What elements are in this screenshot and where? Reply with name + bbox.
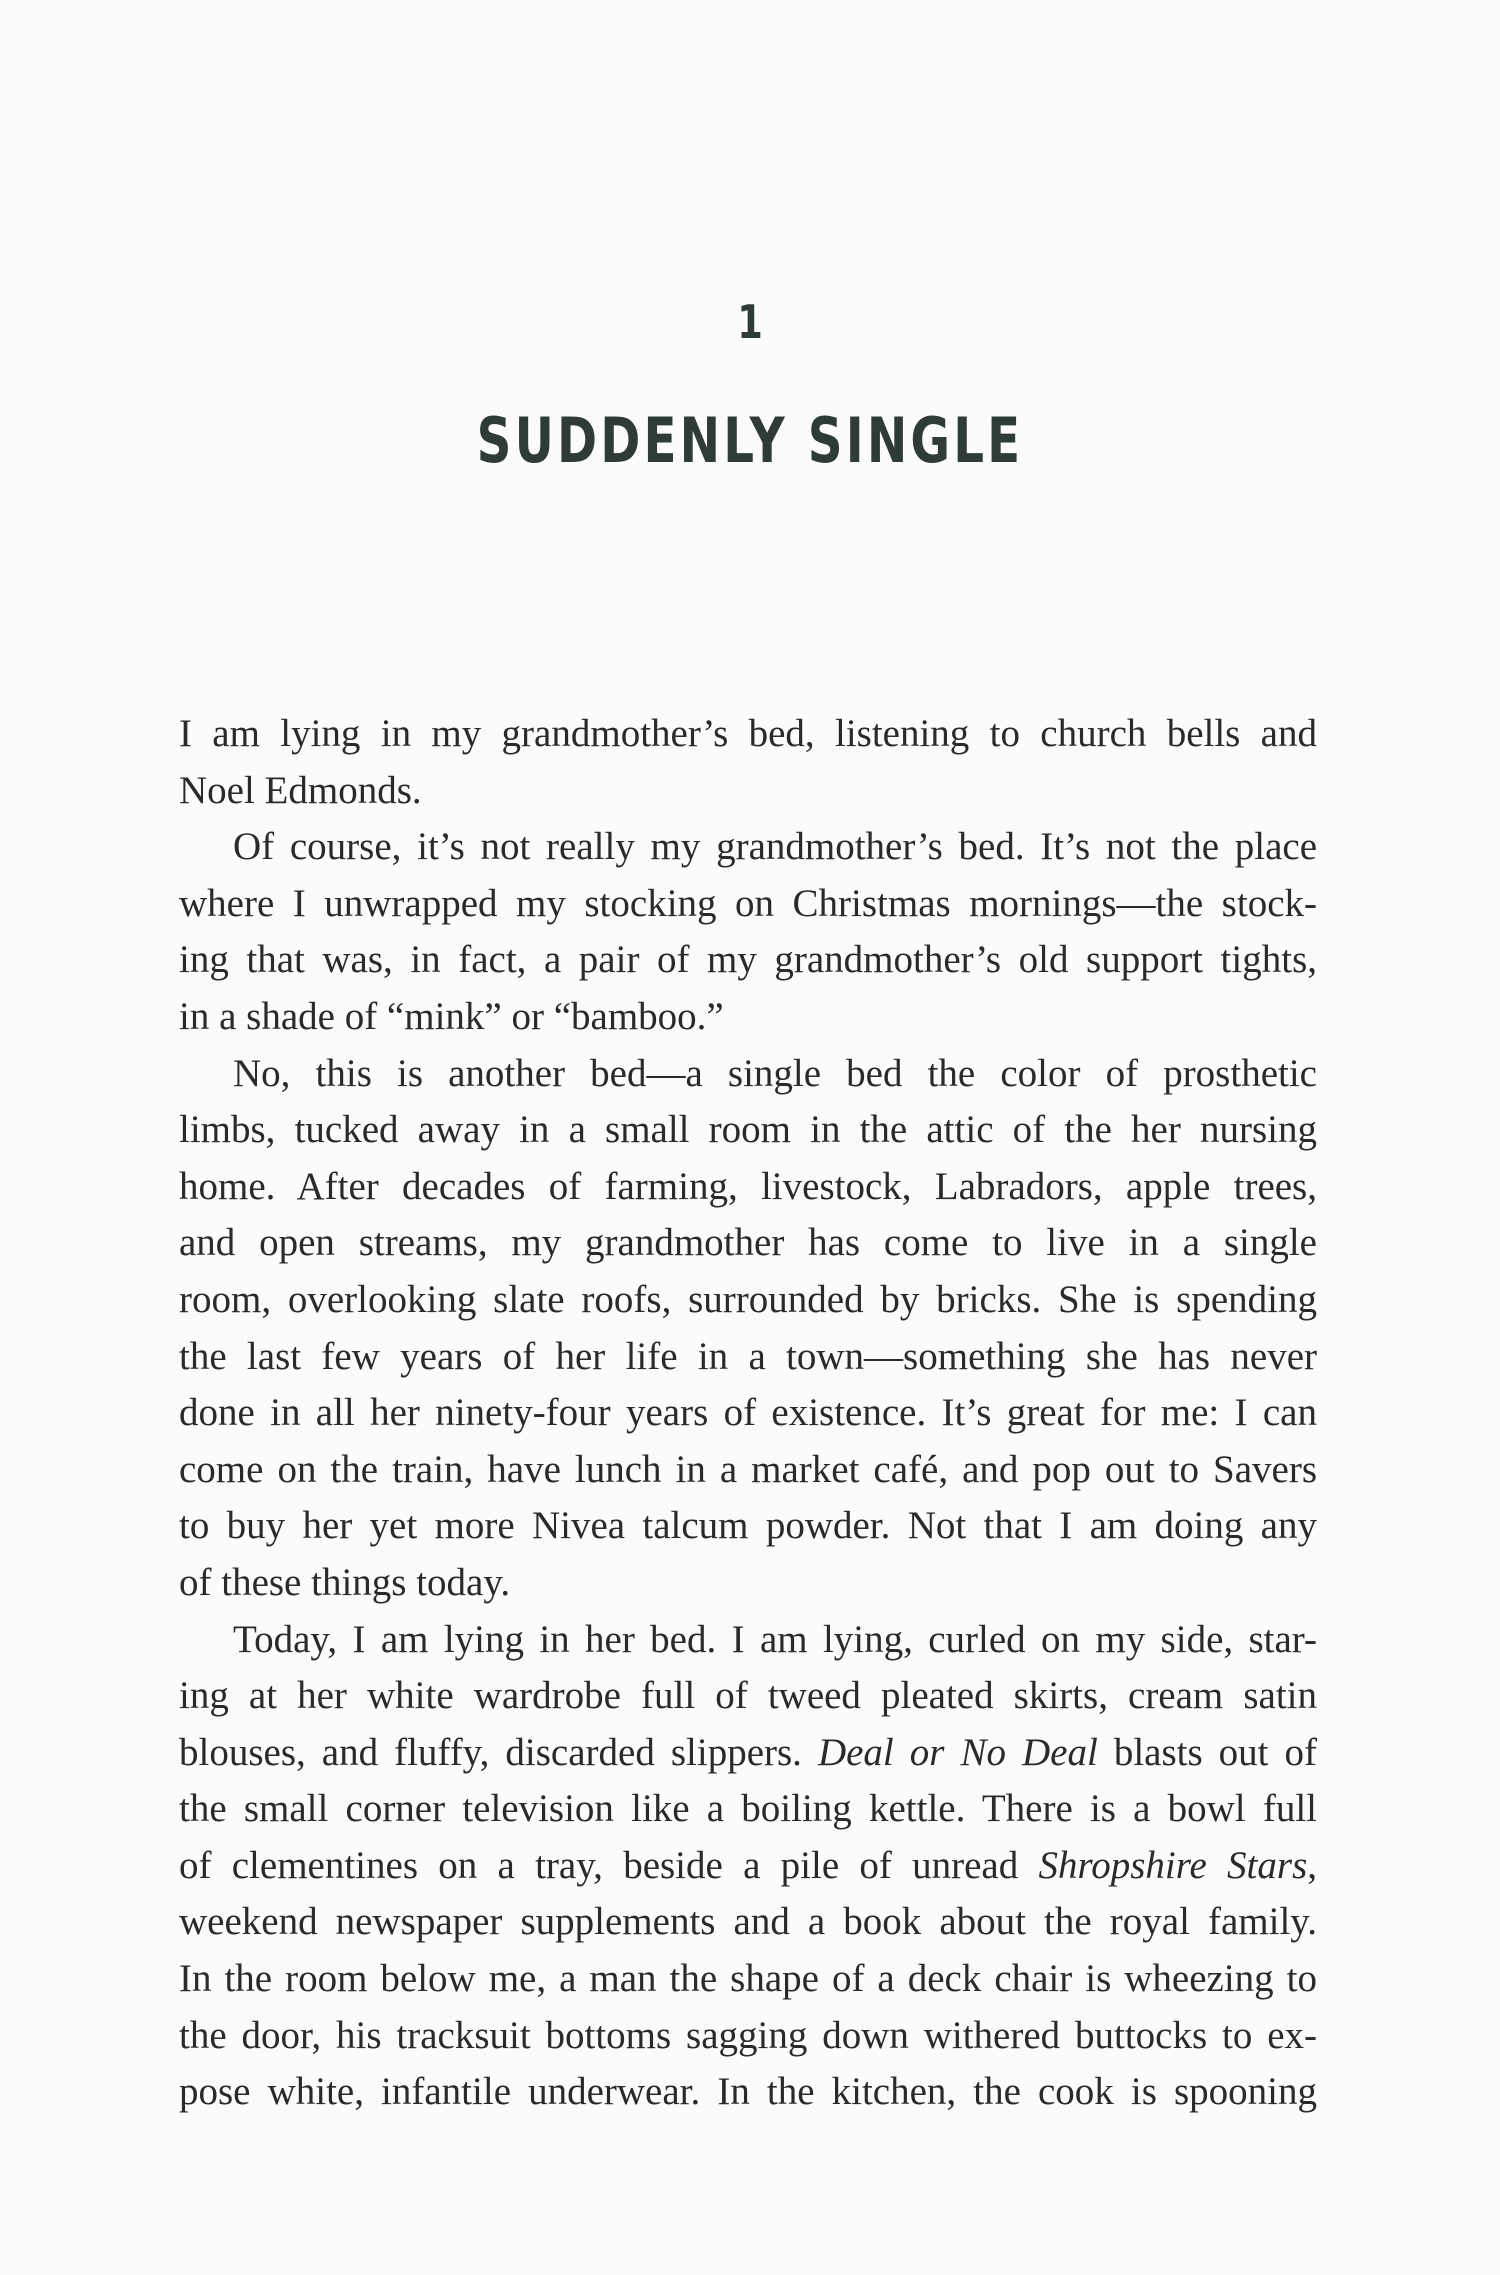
text-line: and open streams, my grandmother has come to live in a single	[179, 1221, 1317, 1265]
text-line: I am lying in my grandmother’s bed, listening to church bells and	[179, 712, 1317, 755]
text-line: pose white, infantile underwear. In the kitchen, the cook is spooning	[179, 2070, 1317, 2114]
text-line: limbs, tucked away in a small room in the attic of the her nursing	[179, 1108, 1317, 1152]
text-line: the last few years of her life in a town—something she has never	[179, 1334, 1317, 1378]
text-line: Of course, it’s not really my grandmother’s bed. It’s not the place	[233, 825, 1317, 869]
text-line: come on the train, have lunch in a market café, and pop out to Savers	[179, 1447, 1317, 1491]
text-line: home. After decades of farming, livestock, Labradors, apple trees,	[179, 1164, 1317, 1208]
text-line: Today, I am lying in her bed. I am lying, curled on my side, star-	[233, 1617, 1317, 1661]
chapter-title: SUDDENLY SINGLE	[476, 404, 1024, 477]
text-line: where I unwrapped my stocking on Christmas mornings—the stock-	[179, 881, 1317, 925]
text-line: ing that was, in fact, a pair of my grandmother’s old support tights,	[179, 938, 1317, 982]
text-segment: ,	[1307, 1843, 1317, 1887]
text-line-with-title	[179, 1725, 1317, 1782]
text-segment: blouses, and fluffy, discarded slippers.	[179, 1730, 802, 1774]
text-line: In the room below me, a man the shape of a deck chair is wheezing to	[179, 1957, 1317, 2001]
text-line: done in all her ninety-four years of existence. It’s great for me: I can	[179, 1391, 1317, 1435]
tv-show-title: Deal or No Deal	[817, 1730, 1098, 1774]
text-line: room, overlooking slate roofs, surrounded by bricks. She is spending	[179, 1277, 1317, 1321]
chapter-number: 1	[737, 295, 763, 349]
text-segment: blasts out of	[1097, 1730, 1318, 1774]
chapter-body	[179, 706, 1317, 2121]
text-line: Noel Edmonds.	[179, 768, 422, 812]
text-line: ing at her white wardrobe full of tweed pleated skirts, cream satin	[179, 1674, 1317, 1718]
text-segment: of clementines on a tray, beside a pile of unread	[179, 1843, 1019, 1887]
text-line: No, this is another bed—a single bed the color of prosthetic	[233, 1051, 1317, 1095]
text-line: of these things today.	[179, 1560, 511, 1604]
newspaper-title: Shropshire Stars	[1038, 1843, 1308, 1887]
text-line: the door, his tracksuit bottoms sagging down withered buttocks to ex-	[179, 2013, 1317, 2057]
text-line: the small corner television like a boiling kettle. There is a bowl full	[179, 1787, 1317, 1831]
text-line: to buy her yet more Nivea talcum powder. Not that I am doing any	[179, 1504, 1317, 1548]
text-line: in a shade of “mink” or “bamboo.”	[179, 994, 724, 1038]
text-line-with-title	[179, 1838, 1317, 1895]
text-line: weekend newspaper supplements and a book about the royal family.	[179, 1900, 1317, 1944]
